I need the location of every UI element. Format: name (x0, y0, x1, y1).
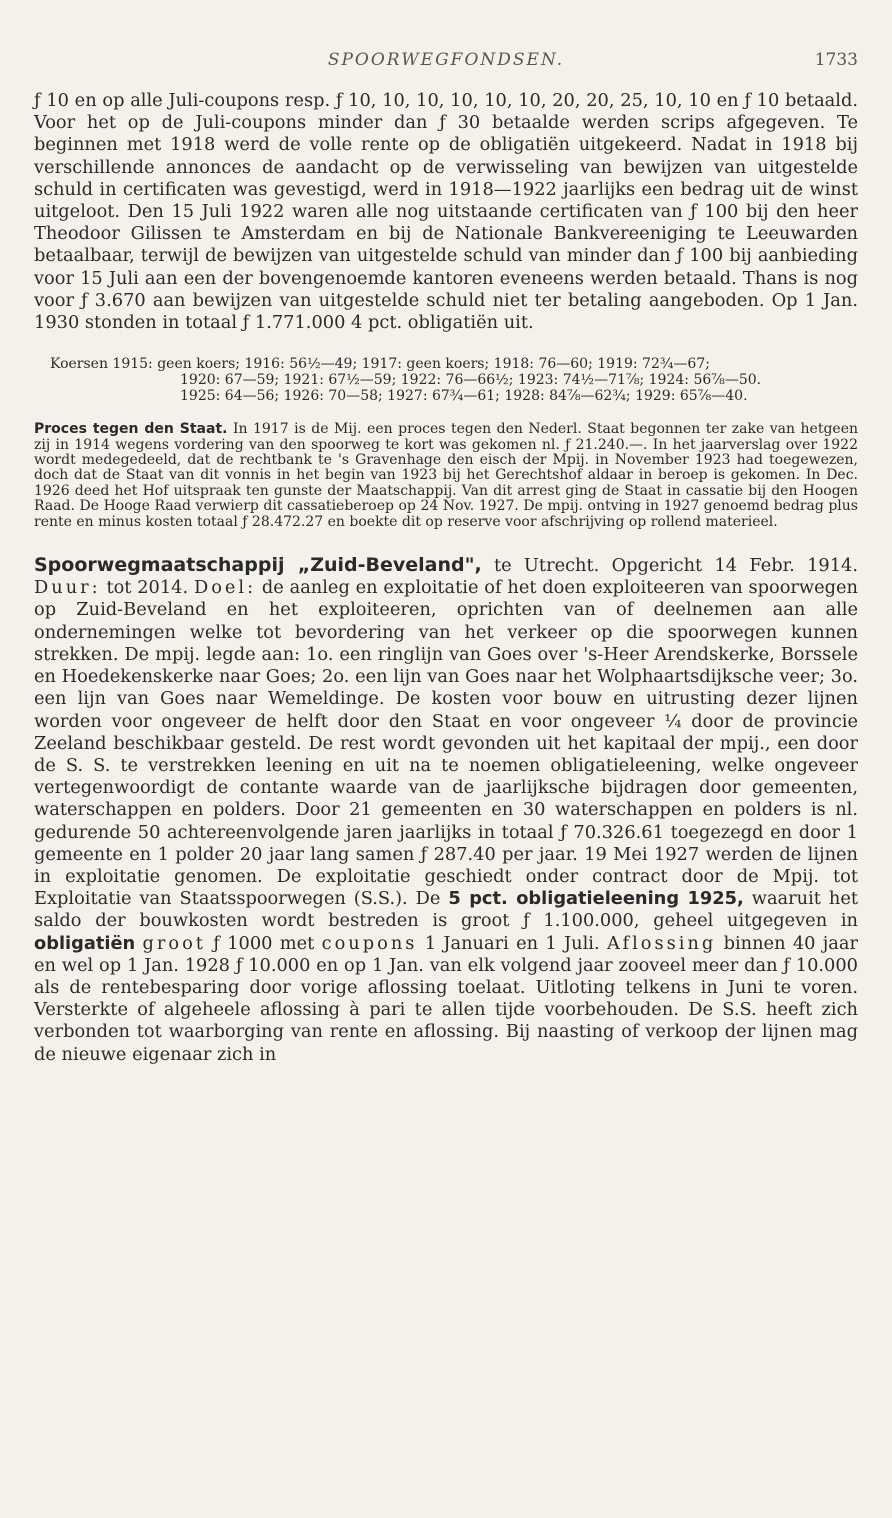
proces-text: In 1917 is de Mij. een proces tegen den Nederl. Staat begonnen ter zake van hetgeen zij in 1914 wegens vordering van den spoorweg te kort was gekomen nl. ƒ 21.240.—. In het jaarverslag over 1922 wordt medegedeeld, dat de rechtbank te 's Gravenhage den eisch der Mpij. in November 1923 had toegewezen, doch dat de Staat van dit vonnis in het begin van 1923 bij het Gerechtshof aldaar in beroep is gekomen. In Dec. 1926 deed het Hof uitspraak ten gunste der Maatschappij. Van dit arrest ging de Staat in cassatie bij den Hoogen Raad. De Hooge Raad verwierp dit cassatieberoep op 24 Nov. 1927. De mpij. ontving in 1927 genoemd bedrag plus rente en minus kosten totaal ƒ 28.472.27 en boekte dit op reserve voor afschrijving op rollend materieel. (34, 421, 859, 530)
company-paragraph (34, 554, 858, 1066)
proces-paragraph (34, 422, 858, 530)
proces-heading: Proces tegen den Staat. (34, 421, 228, 438)
coupons-label: coupons (321, 932, 418, 954)
duur-label: Duur: (34, 577, 101, 599)
company-text: waaruit het saldo der bouwkosten wordt bestreden is groot ƒ 1.100.000, geheel uitgegeven in (34, 888, 858, 932)
koersen-block (34, 356, 858, 404)
company-text: te Utrecht. Opgericht 14 Febr. 1914. (481, 555, 858, 577)
groot-label: groot (142, 932, 206, 954)
company-text: de aanleg en exploitatie of het doen exploiteeren van spoorwegen op Zuid-Beveland en het exploiteeren, oprichten van of deelnemen aan alle ondernemingen welke tot bevordering van het verkeer op die spoorwegen kunnen strekken. De mpij. legde aan: 1o. een ringlijn van Goes over 's-Heer Arendskerke, Borssele en Hoedekenskerke naar Goes; 2o. een lijn van Goes naar het Wolphaartsdijksche veer; 3o. een lijn van Goes naar Wemeldinge. De kosten voor bouw en uitrusting dezer lijnen worden voor ongeveer de helft door den Staat en voor ongeveer ¼ door de provincie Zeeland beschikbaar gesteld. De rest wordt gevonden uit het kapitaal der mpij., een door de S. S. te verstrekken leening en uit na te noemen obligatieleening, welke ongeveer vertegenwoordigt de contante waarde van de jaarlijksche bijdragen door gemeenten, waterschappen en polders. Door 21 gemeenten en 30 waterschappen en polders is nl. gedurende 50 achtereenvolgende jaren jaarlijks in totaal ƒ 70.326.61 toegezegd en door 1 gemeente en 1 polder 20 jaar lang samen ƒ 287.40 per jaar. 19 Mei 1927 werden de lijnen in exploitatie genomen. De exploitatie geschiedt onder contract door de Mpij. tot Exploitatie van Staatsspoorwegen (S.S.). De (34, 577, 859, 910)
obligations-heading: obligatiën (34, 932, 136, 954)
doel-label: Doel: (193, 577, 257, 599)
running-title: SPOORWEGFONDSEN. (327, 50, 565, 70)
koersen-line: Koersen 1915: geen koers; 1916: 56½—49; 1917: geen koers; 1918: 76—60; 1919: 72¾—67; (50, 356, 710, 373)
company-text: 1 Januari en 1 Juli. (417, 932, 607, 954)
aflossing-label: Aflossing (606, 932, 717, 954)
body-text (34, 90, 858, 1066)
koersen-line: 1925: 64—56; 1926: 70—58; 1927: 67¾—61; 1928: 84⅞—62¾; 1929: 65⅞—40. (180, 388, 748, 405)
page-header (0, 50, 892, 76)
company-text: tot 2014. (100, 577, 194, 599)
loan-heading: 5 pct. obligatieleening 1925, (448, 888, 744, 910)
company-text: binnen 40 jaar en wel op 1 Jan. 1928 ƒ 10.000 en op 1 Jan. van elk volgend jaar zooveel meer dan ƒ 10.000 als de rentebesparing door vorige aflossing toelaat. Uitloting telkens in Juni te voren. Versterkte of algeheele aflossing à pari te allen tijde voorbehouden. De S.S. heeft zich verbonden tot waarborging van rente en aflossing. Bij naasting of verkoop der lijnen mag de nieuwe eigenaar zich in (34, 932, 859, 1065)
koersen-line: 1920: 67—59; 1921: 67½—59; 1922: 76—66½; 1923: 74½—71⅞; 1924: 56⅞—50. (180, 372, 762, 389)
paragraph-coupons: ƒ 10 en op alle Juli-coupons resp. ƒ 10, 10, 10, 10, 10, 10, 20, 20, 25, 10, 10 en ƒ 10 betaald. Voor het op de Juli-coupons minder dan ƒ 30 betaalde werden scrips afgegeven. Te beginnen met 1918 werd de volle rente op de obligatiën uitgekeerd. Nadat in 1918 bij verschillende annonces de aandacht op de verwisseling van bewijzen van uitgestelde schuld in certificaten was gevestigd, werd in 1918—1922 jaarlijks een bedrag uit de winst uitgeloot. Den 15 Juli 1922 waren alle nog uitstaande certificaten van ƒ 100 bij den heer Theodoor Gilissen te Amsterdam en bij de Nationale Bankvereeniging te Leeuwarden betaalbaar, terwijl de bewijzen van uitgestelde schuld van minder dan ƒ 100 bij aanbieding voor 15 Juli aan een der bovengenoemde kantoren eveneens werden betaald. Thans is nog voor ƒ 3.670 aan bewijzen van uitgestelde schuld niet ter betaling aangeboden. Op 1 Jan. 1930 stonden in totaal ƒ 1.771.000 4 pct. obligatiën uit. (34, 90, 858, 334)
company-text: ƒ 1000 met (205, 932, 322, 954)
company-text (135, 933, 142, 954)
page-number: 1733 (814, 50, 858, 70)
company-name: Spoorwegmaatschappij „Zuid-Beveland", (34, 554, 482, 577)
